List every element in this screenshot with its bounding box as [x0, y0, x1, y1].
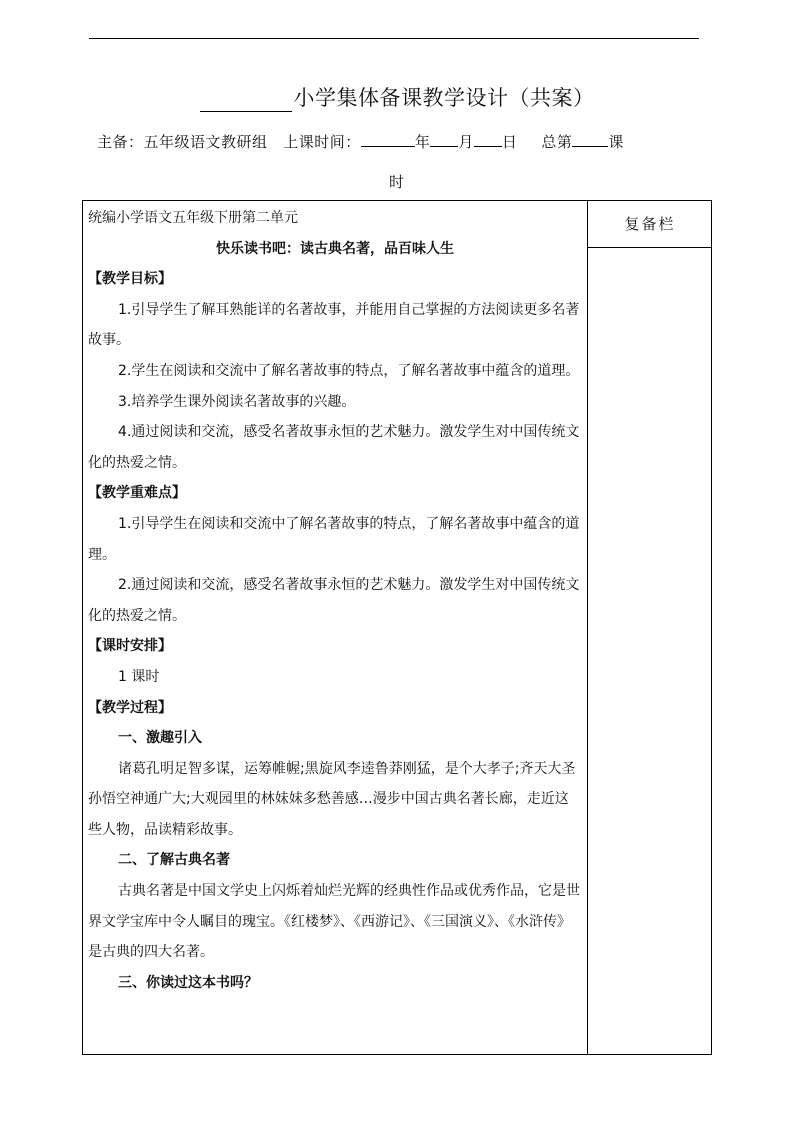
day-blank[interactable] [474, 128, 502, 147]
key-point-item: 2.通过阅读和交流，感受名著故事永恒的艺术魅力。激发学生对中国传统文化的热爱之情。 [88, 577, 580, 624]
info-prefix: 主备：五年级语文教研组 上课时间： [97, 133, 361, 151]
goals-heading: 【教学目标】 [88, 271, 172, 288]
day-label: 日 [501, 133, 518, 151]
step3-title: 三、你读过这本书吗？ [118, 974, 258, 991]
column-divider [587, 200, 588, 1055]
unit-line: 统编小学语文五年级下册第二单元 [88, 210, 298, 226]
total-suffix-b: 时 [389, 173, 405, 191]
year-label: 年 [414, 133, 431, 151]
schedule-text: 1 课时 [118, 668, 160, 685]
school-name-blank[interactable] [200, 89, 292, 112]
process-heading: 【教学过程】 [88, 699, 172, 716]
schedule-heading: 【课时安排】 [88, 638, 172, 655]
goal-item: 1.引导学生了解耳熟能详的名著故事，并能用自己掌握的方法阅读更多名著故事。 [88, 301, 580, 349]
title-text: 小学集体备课教学设计（共案） [293, 86, 595, 110]
header-rule [89, 38, 699, 39]
step1-title: 一、激趣引入 [118, 730, 202, 747]
lesson-info-line [97, 128, 707, 154]
year-blank[interactable] [361, 128, 415, 147]
goal-item: 4.通过阅读和交流，感受名著故事永恒的艺术魅力。激发学生对中国传统文化的热爱之情。 [88, 424, 580, 471]
review-column-header: 复备栏 [588, 200, 712, 248]
step2-text: 古典名著是中国文学史上闪烁着灿烂光辉的经典性作品或优秀作品，它是世界文学宝库中令人瞩目的瑰宝。《红楼梦》、《西游记》、《三国演义》、《水浒传》是古典的四大名著。 [88, 883, 580, 961]
total-blank[interactable] [572, 128, 608, 147]
lesson-title: 快乐读书吧：读古典名著，品百味人生 [216, 240, 454, 257]
goal-item: 2.学生在阅读和交流中了解名著故事的特点，了解名著故事中蕴含的道理。 [118, 362, 580, 379]
lesson-content [88, 203, 582, 998]
step2-title: 二、了解古典名著 [118, 852, 230, 869]
total-prefix: 总第 [541, 133, 573, 151]
total-suffix-a: 课 [608, 133, 624, 151]
key-points-heading: 【教学重难点】 [88, 485, 186, 502]
month-label: 月 [458, 133, 474, 151]
month-blank[interactable] [430, 128, 458, 147]
goal-item: 3.培养学生课外阅读名著故事的兴趣。 [118, 393, 356, 410]
page-title [0, 84, 794, 112]
step1-text: 诸葛孔明足智多谋，运筹帷幄;黑旋风李逵鲁莽刚猛，是个大孝子;齐天大圣孙悟空神通广大;大观园里的林妹妹多愁善感…漫步中国古典名著长廊，走近这些人物，品读精彩故事。 [88, 760, 576, 838]
key-point-item: 1.引导学生在阅读和交流中了解名著故事的特点，了解名著故事中蕴含的道理。 [88, 515, 580, 563]
